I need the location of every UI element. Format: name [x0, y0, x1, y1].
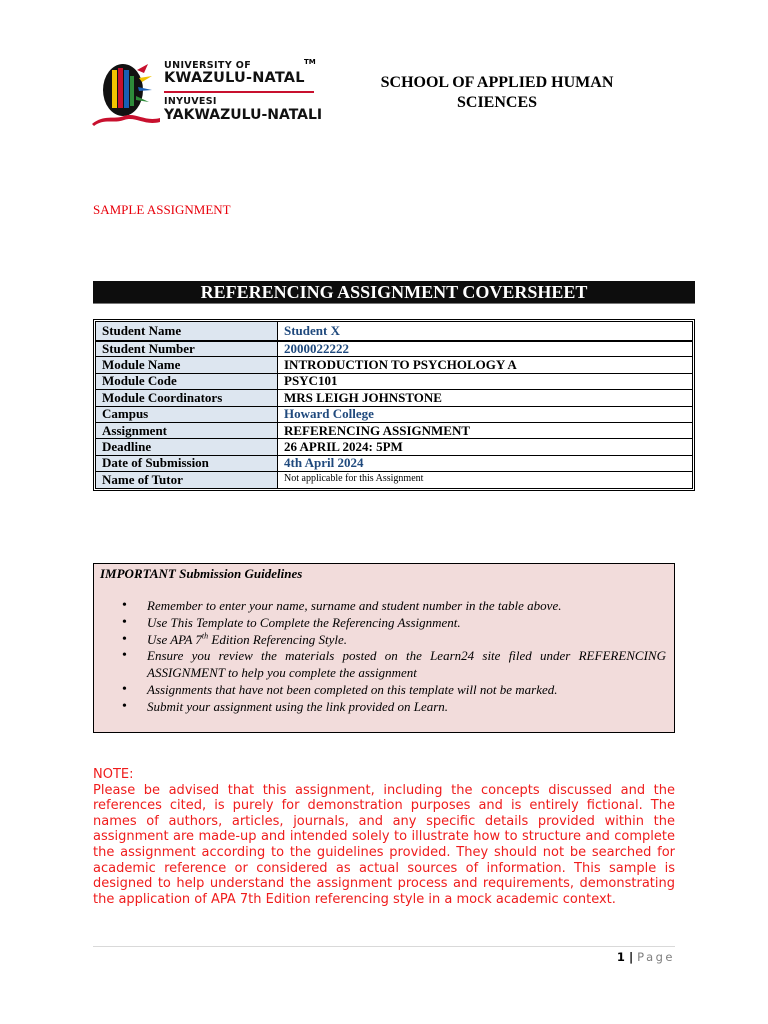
- logo-line-1: UNIVERSITY OF: [164, 60, 252, 71]
- page-number: 1: [616, 950, 625, 964]
- student-name-value: Student X: [278, 322, 693, 341]
- module-code-value: PSYC101: [278, 373, 693, 389]
- deadline-value: 26 APRIL 2024: 5PM: [278, 439, 693, 455]
- list-item: [122, 632, 666, 649]
- student-number-value: 2000022222: [278, 341, 693, 357]
- guidelines-heading: IMPORTANT Submission Guidelines: [100, 566, 303, 581]
- apa-prefix: Use APA 7: [147, 631, 202, 647]
- assignment-value: REFERENCING ASSIGNMENT: [278, 422, 693, 438]
- apa-suffix: Edition Referencing Style.: [208, 631, 348, 647]
- logo-line-2: KWAZULU-NATAL: [164, 70, 305, 86]
- table-row: [96, 406, 693, 422]
- note-title: NOTE:: [93, 767, 134, 782]
- guidelines-list: [122, 598, 666, 716]
- logo-line-4: YAKWAZULU-NATALI: [164, 107, 323, 123]
- row-label: Deadline: [96, 439, 278, 455]
- row-label: Name of Tutor: [96, 472, 278, 488]
- submission-date-value: 4th April 2024: [278, 455, 693, 471]
- tutor-value: Not applicable for this Assignment: [278, 472, 693, 488]
- logo-line-3: INYUVESI: [164, 96, 217, 107]
- page-separator: |: [624, 950, 638, 964]
- disclaimer-note: [93, 767, 675, 907]
- row-label: Module Name: [96, 357, 278, 373]
- row-label: Assignment: [96, 422, 278, 438]
- page-label: Page: [637, 950, 675, 964]
- note-body: Please be advised that this assignment, including the concepts discussed and the references cited, is purely for demonstration purposes and is entirely fictional. The names of authors, articles, journals, and any specific details provided within the assignment are made-up and intended solely to illustrate how to structure and complete the assignment according to the guidelines provided. They should not be searched for academic reference or considered as actual sources of information. This sample is designed to help understand the assignment process and requirements, demonstrating the application of APA 7th Edition referencing style in a mock academic context.: [93, 782, 675, 907]
- campus-value: Howard College: [278, 406, 693, 422]
- table-row: [96, 390, 693, 406]
- submission-guidelines-box: [93, 563, 675, 733]
- row-label: Student Number: [96, 341, 278, 357]
- row-label: Date of Submission: [96, 455, 278, 471]
- list-item: • Use This Template to Complete the Referencing Assignment.: [122, 615, 666, 632]
- coversheet-title-bar: REFERENCING ASSIGNMENT COVERSHEET: [93, 281, 695, 304]
- trademark-mark: TM: [304, 58, 316, 66]
- university-logo: [90, 56, 322, 130]
- row-label: Campus: [96, 406, 278, 422]
- list-item: • Assignments that have not been completed on this template will not be marked.: [122, 682, 666, 699]
- module-name-value: INTRODUCTION TO PSYCHOLOGY A: [278, 357, 693, 373]
- table-row: [96, 341, 693, 357]
- apa-superscript: th: [201, 631, 209, 641]
- list-item: • Remember to enter your name, surname and student number in the table above.: [122, 598, 666, 615]
- table-row: [96, 472, 693, 488]
- row-label: Module Coordinators: [96, 390, 278, 406]
- list-item: • Ensure you review the materials posted on the Learn24 site filed under REFERENCING ASSIGNMENT to help you complete the assignment: [122, 648, 666, 682]
- student-details-table: [93, 319, 695, 491]
- row-label: Student Name: [96, 322, 278, 341]
- module-coordinators-value: MRS LEIGH JOHNSTONE: [278, 390, 693, 406]
- row-label: Module Code: [96, 373, 278, 389]
- sample-assignment-label: SAMPLE ASSIGNMENT: [93, 202, 231, 217]
- ukzn-emblem-icon: [90, 56, 164, 130]
- page-number-footer: [617, 950, 675, 964]
- footer-divider: [93, 946, 675, 947]
- school-title: SCHOOL OF APPLIED HUMAN SCIENCES: [380, 74, 614, 111]
- table-row: [96, 373, 693, 389]
- table-row: [96, 455, 693, 471]
- table-row: [96, 322, 693, 341]
- table-row: [96, 357, 693, 373]
- list-item: • Submit your assignment using the link provided on Learn.: [122, 699, 666, 716]
- table-row: [96, 439, 693, 455]
- table-row: [96, 422, 693, 438]
- logo-divider: [164, 91, 314, 93]
